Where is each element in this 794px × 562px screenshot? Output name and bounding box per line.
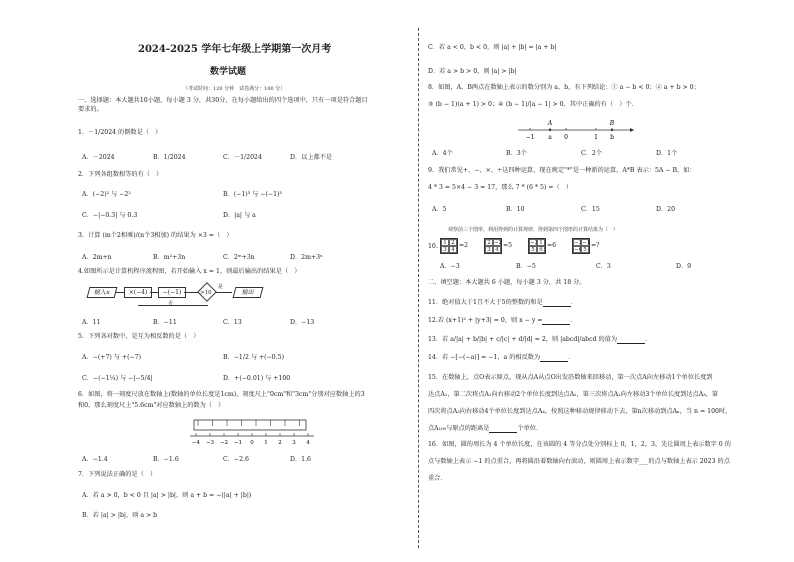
q5-option-c[interactable]: C．−(−1¼) 与 −|−5/4| [82, 375, 153, 382]
q10-grid-cell: 2 [449, 239, 457, 246]
flow-arrow-4 [216, 292, 232, 293]
q10-grid-cell: −1 [582, 240, 591, 246]
q1-option-b[interactable]: B．1/2024 [153, 154, 186, 161]
axis-tick-label: −4 [191, 440, 201, 446]
number-line-point-label: B [609, 120, 615, 127]
exam-title: 2024-2025 学年七年级上学期第一次月考 [138, 44, 332, 55]
q10-grid-result: =6 [547, 242, 557, 249]
q6-option-b[interactable]: B．−1.6 [153, 456, 179, 463]
q12-text: 12.若 (x+1)² + |y+3| = 0，则 x − y = [428, 317, 543, 324]
q15-line3: 四次将点A₃向右移动4个单位长度到达点A₄，按照这种移动规律移动下去，第n次移动到点Aₙ，当 n = 100时， [428, 408, 732, 415]
q3-option-c[interactable]: C．2ᵐ+3n [223, 254, 255, 261]
column-divider [418, 28, 419, 548]
flow-arrow-1 [116, 292, 124, 293]
q3-option-d[interactable]: D．2m+3ⁿ [290, 254, 323, 261]
q7-stem: 7．下列说法正确的是（ ） [78, 471, 157, 478]
q10-grid-cell: 4 [449, 246, 457, 253]
q12-stem: 12.若 (x+1)² + |y+3| = 0，则 x − y = ． [428, 317, 577, 324]
q10-grid-cell: −2 [494, 240, 503, 246]
q1-option-d[interactable]: D．以上都不是 [290, 154, 333, 161]
number-line-point [611, 129, 613, 131]
q13-stem: 13．若 a/|a| + b/|b| + c/|c| + d/|d| = 2，则 |abcd|/abcd 的值为 ． [428, 336, 652, 343]
q4-option-a[interactable]: A．11 [82, 319, 101, 326]
q10-grid [572, 238, 590, 254]
q8-option-c[interactable]: C．2个 [581, 150, 603, 157]
section2-intro: 二、填空题：本大题共 6 小题，每小题 3 分，共 18 分。 [428, 279, 586, 286]
q3-option-b[interactable]: B．m²+3n [153, 254, 186, 261]
q10-grid [484, 238, 502, 254]
q4-flowchart [88, 283, 348, 313]
q2-option-d[interactable]: D．|a| 与 a [223, 212, 256, 219]
q4-option-d[interactable]: D．−13 [290, 319, 315, 326]
q9-option-d[interactable]: D．20 [656, 206, 676, 213]
q15-text: 点A₁₀₀与原点的距离是 [428, 425, 490, 432]
q4-option-b[interactable]: B．−11 [153, 319, 177, 326]
q10-option-a[interactable]: A．−3 [440, 263, 460, 270]
q14-answer-blank[interactable] [540, 355, 568, 362]
q10-grid-cell: 6 [537, 246, 545, 253]
q10-grid-cell: −3 [530, 240, 539, 246]
q2-option-a[interactable]: A．(−2)² 与 −2² [82, 191, 131, 198]
q9-option-b[interactable]: B．10 [506, 206, 525, 213]
q5-stem: 5．下列各对数中，是互为相反数的是（ ） [78, 333, 200, 340]
q16-line3: 重合． [428, 475, 447, 482]
q11-text: 11．绝对值大于1且不大于5的整数的和是 [428, 299, 543, 306]
flow-output: 输出 [233, 287, 264, 298]
axis-tick-label: 1 [264, 440, 268, 446]
q8-option-a[interactable]: A．4个 [432, 150, 453, 157]
q7-option-a[interactable]: A．若 a > 0，b < 0 且 |a| > |b|，则 a + b = −(|a| + |b|) [82, 492, 252, 499]
q10-grid [440, 238, 458, 254]
q10-grid-cell: 4 [493, 246, 501, 253]
q15-line2: 达点A₁，第二次将点A₁向右移动2个单位长度到达点A₂，第三次将点A₂向左移动3个单位长度到达点A₃，第 [428, 391, 719, 398]
q10-grid-cell: −3 [574, 240, 583, 246]
q10-option-c[interactable]: C．3 [596, 263, 611, 270]
q2-option-b[interactable]: B．(−1)³ 与 −(−1)³ [223, 191, 282, 198]
q6-option-a[interactable]: A．−1.4 [82, 456, 108, 463]
q5-option-a[interactable]: A．−(+7) 与 +(−7) [82, 354, 142, 361]
q10-grid-cell: 2 [485, 239, 493, 246]
q1-option-c[interactable]: C．－1/2024 [223, 154, 262, 161]
q8-option-b[interactable]: B．3个 [506, 150, 527, 157]
q10-label: 10. [428, 243, 438, 250]
left-column [78, 0, 416, 562]
q10-grid-cell: 1 [441, 239, 449, 246]
q10-grid-result: =5 [503, 242, 513, 249]
q10-grids [440, 236, 640, 258]
q7-option-d[interactable]: D．若 a > b > 0，则 |a| > |b| [428, 68, 517, 75]
q8-stem-2: ③ (b − 1)(a + 1) > 0；④ (b − 1)/|a − 1| > 0，其中正确的有（ ）个． [428, 101, 638, 108]
axis-tick-label: −2 [219, 440, 229, 446]
axis-tick-label: −3 [205, 440, 215, 446]
number-line-point-label: A [547, 120, 553, 127]
q2-stem: 2．下列各组数相等的有（ ） [78, 171, 163, 178]
q10-grid-cell: 3 [441, 246, 449, 253]
flow-arrow-3 [184, 292, 198, 293]
q13-answer-blank[interactable] [617, 337, 645, 344]
q3-option-a[interactable]: A．2m+n [82, 254, 112, 261]
number-line-point [549, 129, 551, 131]
axis-tick-label: 2 [278, 440, 282, 446]
q12-answer-blank[interactable] [542, 318, 570, 325]
q10-stem: 观察前三个图形，利用得到的计算规律，得到第四个图形的计算结果为（ ） [448, 227, 619, 233]
q3-stem: 3．计算 (m个2相乘)/(n个3相加) 的结果为 ×3 =（ ） [78, 232, 233, 239]
q9-option-a[interactable]: A．5 [432, 206, 447, 213]
q10-grid-result: =? [591, 242, 600, 249]
right-column [426, 0, 786, 562]
q9-stem-2: 4 * 3 = 5×4 − 3 = 17，那么 7 * (6 * 5) =（ ） [428, 184, 573, 191]
exam-subtitle: 数学试题 [210, 67, 247, 77]
axis-tick-label: 0 [250, 440, 254, 446]
q10-grid-cell: 3 [485, 246, 493, 253]
q16-line2: 点与数轴上表示 −1 的点重合，再将圆沿着数轴向右滚动，则圆周上表示数字___的点与数轴上表示 2023 的点 [428, 458, 730, 465]
q11-answer-blank[interactable] [543, 300, 571, 307]
q10-grid-cell: 1 [537, 239, 545, 246]
q10-grid-result: =2 [459, 242, 469, 249]
exam-info: （考试时间：120 分钟 试卷满分：100 分） [183, 86, 286, 92]
q6-option-d[interactable]: D．1.6 [290, 456, 311, 463]
q1-stem: 1．－1/2024 的倒数是（ ） [78, 129, 162, 136]
q16-line1: 16．如图，圆的周长为 4 个单位长度，在该圆的 4 等分点处分别标上 0，1，2，3，先让圆周上表示数字 0 的 [428, 441, 731, 448]
number-line-label: 1 [594, 134, 598, 141]
section1-intro-2: 要求的。 [78, 106, 103, 113]
q15-unit: 个单位． [517, 425, 543, 432]
q13-text: 13．若 a/|a| + b/|b| + c/|c| + d/|d| = 2，则 |abcd|/abcd 的值为 [428, 336, 618, 343]
q9-stem: 9．我们常见+、−、×、÷这四种运算，现在规定"*"是一种新的运算，A*B 表示：5A − B，如： [428, 167, 696, 174]
q10-grid-cell: −6 [574, 247, 583, 253]
q15-line1: 15．在数轴上，点O表示原点，现从点A从点O出发沿数轴来回移动，第一次点A向左移动1个单位长度到 [428, 374, 713, 381]
q8-option-d[interactable]: D．1个 [656, 150, 678, 157]
flow-arrow-2 [150, 292, 158, 293]
q4-stem: 4.如图所示是计算机程序流程图，若开始输入 x = 1，则最后输出的结果是（ ） [78, 268, 301, 275]
flow-yes: 是 [218, 284, 224, 290]
q4-option-c[interactable]: C．13 [223, 319, 242, 326]
q14-text: 14．若 −[−(−a)] = −1，a 的相反数为 [428, 354, 541, 361]
flow-input: 输入x [87, 287, 118, 298]
q7-option-b[interactable]: B．若 |a| > |b|，则 a > b [82, 512, 158, 519]
flow-multiply: ×(−4) [124, 287, 152, 298]
q2-option-c[interactable]: C．−|−0.3| 与 0.3 [82, 212, 138, 219]
axis-tick-label: 3 [292, 440, 296, 446]
number-line-label: b [610, 134, 614, 141]
number-line-label: a [548, 134, 552, 141]
q8-number-line [516, 118, 636, 144]
q7-option-c[interactable]: C．若 a < 0，b < 0，则 |a| + |b| = |a + b| [428, 44, 557, 51]
axis-tick-label: −1 [233, 440, 243, 446]
q5-option-b[interactable]: B．−1/2 与 +(−0.5) [223, 354, 285, 361]
q10-grid [528, 238, 546, 254]
q15-line4 [428, 425, 542, 433]
q6-stem: 6．如图，将一刻度尺放在数轴上(数轴的单位长度是1cm)，刻度尺上"0cm"和"3cm"分别对应数轴上的3 [78, 391, 365, 398]
q1-option-a[interactable]: A．－2024 [82, 154, 115, 161]
q6-option-c[interactable]: C．−2.6 [223, 456, 249, 463]
q10-grid-cell: 5 [581, 246, 589, 253]
section1-intro: 一、选择题：本大题共10小题，每小题 3 分，共30分，在每小题给出的四个选项中，只有一项是符合题目 [78, 97, 368, 104]
q15-answer-blank[interactable] [489, 426, 517, 433]
q6-stem-2: 和0，那么刻度尺上"5.6cm"对应数轴上的数为（ ） [78, 402, 225, 409]
q9-option-c[interactable]: C．15 [581, 206, 600, 213]
flow-subtract: −(−1) [158, 287, 186, 298]
q10-option-d[interactable]: D．9 [676, 263, 692, 270]
q6-ruler-figure [188, 418, 318, 448]
q10-option-b[interactable]: B．−5 [516, 263, 536, 270]
q11-stem: 11．绝对值大于1且不大于5的整数的和是 ． [428, 299, 577, 306]
flow-no: 否 [168, 301, 174, 307]
q14-stem: 14．若 −[−(−a)] = −1，a 的相反数为 ． [428, 354, 575, 361]
axis-tick-label: 4 [306, 440, 310, 446]
number-line-label: 0 [564, 134, 568, 141]
number-line-label: −1 [525, 134, 535, 141]
q5-option-d[interactable]: D．+(−0.01) 与 +100 [223, 375, 291, 382]
q8-stem: 8．如图，A、B两点在数轴上表示的数分别为 a、b，有下列结论：① a − b < 0；② a + b > 0； [428, 84, 700, 91]
flow-compare: >10 [200, 290, 212, 296]
q10-grid-cell: 5 [529, 246, 537, 253]
